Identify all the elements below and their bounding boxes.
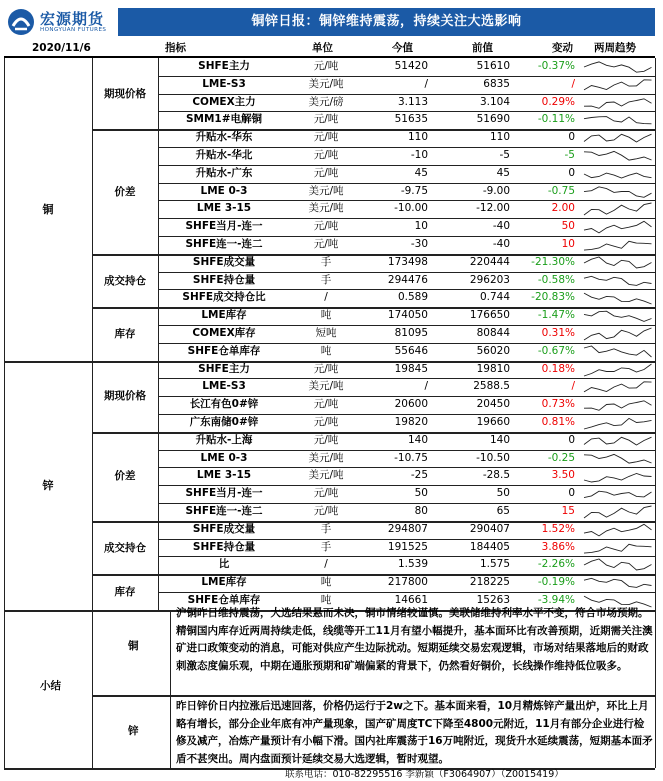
copper-row-today: 51635 xyxy=(394,113,428,126)
summary-label: 小结 xyxy=(40,680,61,692)
copper-row-today: 173498 xyxy=(387,255,428,268)
zinc-row-prev: 20450 xyxy=(476,398,510,411)
zinc-row-item: 广东南储0#锌 xyxy=(189,416,259,428)
trend-sparkline xyxy=(582,256,654,270)
zinc-row-unit: 美元/吨 xyxy=(308,469,344,482)
zinc-row-unit: 吨 xyxy=(320,576,332,589)
copper-row-item: 升贴水-华东 xyxy=(195,131,253,144)
summary-divider xyxy=(92,695,655,697)
zinc-row-today: 217800 xyxy=(387,576,428,589)
copper-row-today: 55646 xyxy=(394,344,428,357)
zinc-row-prev: 1.575 xyxy=(479,558,510,571)
copper-row-today: 81095 xyxy=(394,327,428,339)
trend-sparkline xyxy=(582,78,654,92)
zinc-row-today: 20600 xyxy=(394,398,428,411)
zinc-row-prev: -28.5 xyxy=(482,469,510,482)
copper-group-label: 库存 xyxy=(114,327,136,340)
zinc-row-item: LME 3-15 xyxy=(196,469,252,482)
col-line xyxy=(158,361,159,610)
trend-sparkline xyxy=(582,416,654,430)
zinc-row-item: LME-S3 xyxy=(202,380,246,393)
copper-row-unit: 元/吨 xyxy=(313,113,339,126)
row-divider xyxy=(158,165,655,166)
zinc-row-change: 0 xyxy=(568,487,575,500)
copper-group-label: 价差 xyxy=(114,185,136,198)
copper-row-change: -21.30% xyxy=(531,255,575,268)
copper-row-unit: 元/吨 xyxy=(313,220,339,233)
row-divider xyxy=(158,343,655,344)
copper-row-prev: -40 xyxy=(492,220,510,233)
copper-row-change: 0.31% xyxy=(541,327,575,339)
copper-row-change: 0 xyxy=(568,131,575,144)
copper-row-change: -20.83% xyxy=(531,291,575,304)
copper-row-item: 升贴水-华北 xyxy=(195,149,253,161)
copper-row-prev: 45 xyxy=(496,166,510,179)
copper-row-prev: 176650 xyxy=(469,309,510,322)
copper-row-item: SHFE主力 xyxy=(198,60,250,72)
zinc-row-today: -10.75 xyxy=(394,451,428,464)
copper-row-today: 174050 xyxy=(387,309,428,322)
zinc-row-unit: 元/吨 xyxy=(313,505,339,517)
zinc-group-label: 价差 xyxy=(114,470,136,483)
row-divider xyxy=(158,200,655,201)
copper-row-unit: 元/吨 xyxy=(313,149,339,161)
copper-row-item: LME 0-3 xyxy=(200,184,248,197)
copper-row-unit: 元/吨 xyxy=(313,166,339,179)
summary-copper-text: 沪铜昨日维持震荡，大选结果悬而未决，铜市情绪较谨慎。美联储维持利率水平不变，符合市场预期。精铜国内库存近两周持续走低，线缆等开工11月有望小幅提升，基本面环比有改善预期，近期需关注澳矿进口政策变动的消息，可能对供应产生边际扰动。短期延续交易宏观逻辑，市场对结果落地后的财政刺激态度偏乐观，中期在通胀预期和矿端偏紧的背景下，仍然看好铜价，长线操作维持低位吸多。 xyxy=(176,607,653,672)
copper-row-today: 45 xyxy=(414,166,428,179)
trend-sparkline xyxy=(582,291,654,305)
zinc-row-change: 0 xyxy=(568,433,575,446)
copper-row-prev: 51690 xyxy=(476,113,510,126)
logo-text: 宏源期货 xyxy=(40,10,105,28)
col-prev: 前值 xyxy=(472,42,493,54)
zinc-row-change: 3.50 xyxy=(551,469,575,482)
zinc-row-unit: 吨 xyxy=(320,594,332,606)
copper-row-unit: 美元/磅 xyxy=(308,95,344,108)
zinc-row-unit: 元/吨 xyxy=(313,398,339,411)
col-change: 变动 xyxy=(552,42,573,54)
copper-row-prev: 220444 xyxy=(469,255,510,268)
footer-contact: 联系电话：010-82295516 李新颖（F3064907）（Z0015419） xyxy=(285,769,564,780)
trend-sparkline xyxy=(582,113,654,127)
copper-section-label: 铜 xyxy=(42,203,54,217)
zinc-row-change: -3.94% xyxy=(537,594,575,606)
zinc-row-item: SHFE连一-连二 xyxy=(185,505,263,517)
copper-row-today: 0.589 xyxy=(397,291,428,304)
copper-row-item: SHFE成交量 xyxy=(192,255,256,268)
zinc-row-prev: 218225 xyxy=(469,576,510,589)
zinc-row-change: 3.86% xyxy=(541,540,575,553)
copper-row-item: 升贴水-广东 xyxy=(195,166,253,179)
zinc-row-unit: 元/吨 xyxy=(313,362,339,375)
zinc-row-today: 191525 xyxy=(387,540,428,553)
trend-sparkline xyxy=(582,220,654,234)
zinc-row-item: SHFE主力 xyxy=(198,362,250,375)
copper-row-item: SMM1#电解铜 xyxy=(185,113,263,126)
copper-row-today: 110 xyxy=(407,131,428,144)
trend-sparkline xyxy=(582,434,654,448)
zinc-row-change: 0.73% xyxy=(541,398,575,411)
copper-row-item: SHFE持仓量 xyxy=(192,273,256,286)
copper-row-change: 2.00 xyxy=(551,202,575,215)
col-line xyxy=(92,610,93,768)
copper-row-today: 3.113 xyxy=(397,95,428,108)
zinc-row-unit: 元/吨 xyxy=(313,416,339,428)
zinc-row-prev: 19810 xyxy=(476,362,510,375)
copper-row-unit: 美元/吨 xyxy=(308,202,344,215)
zinc-row-item: SHFE持仓量 xyxy=(192,540,256,553)
copper-row-item: SHFE当月-连一 xyxy=(185,220,263,233)
zinc-group-label: 期现价格 xyxy=(104,390,146,403)
row-divider xyxy=(158,325,655,326)
copper-row-prev: 51610 xyxy=(476,60,510,72)
copper-row-change: 50 xyxy=(561,220,575,233)
copper-row-change: -1.47% xyxy=(537,309,575,322)
row-divider xyxy=(158,556,655,557)
zinc-row-item: SHFE仓单库存 xyxy=(187,594,261,606)
zinc-row-prev: 290407 xyxy=(469,522,510,535)
zinc-row-prev: 50 xyxy=(496,487,510,500)
zinc-row-change: / xyxy=(571,380,575,393)
copper-row-item: SHFE连一-连二 xyxy=(185,238,263,250)
zinc-row-today: 19820 xyxy=(394,416,428,428)
copper-row-change: -0.37% xyxy=(537,60,575,72)
zinc-row-item: 长江有色0#锌 xyxy=(189,398,259,411)
copper-row-unit: 美元/吨 xyxy=(308,184,344,197)
copper-row-prev: 80844 xyxy=(476,327,510,339)
copper-row-item: LME 3-15 xyxy=(196,202,252,215)
row-divider xyxy=(158,236,655,237)
copper-row-unit: 短吨 xyxy=(315,327,337,339)
copper-row-change: 10 xyxy=(561,238,575,250)
trend-sparkline xyxy=(582,185,654,199)
zinc-row-today: 294807 xyxy=(387,522,428,535)
trend-sparkline xyxy=(582,505,654,519)
trend-sparkline xyxy=(582,380,654,394)
summary-zinc-text: 昨日锌价日内拉涨后迅速回落，价格仍运行于2w之下。基本面来看，10月精炼锌产量出炉，环比上月略有增长，部分企业年底有冲产量现象，国产矿周度TC下降至4800元附近，11月有部分企业进行检修及减产，冶炼产量预计有小幅下滑。国内社库震荡于16万吨附近，现货升水延续震荡，短期基本面矛盾不甚突出。周内盘面预计延续交易大选逻辑，暂时观望。 xyxy=(176,700,653,765)
copper-row-today: / xyxy=(424,77,428,90)
copper-row-unit: 吨 xyxy=(320,344,332,357)
zinc-row-change: 15 xyxy=(561,505,575,517)
copper-group-label: 期现价格 xyxy=(104,87,146,100)
row-divider xyxy=(158,414,655,415)
row-divider xyxy=(158,450,655,451)
copper-row-today: 10 xyxy=(414,220,428,233)
logo-emblem-icon xyxy=(6,7,36,37)
trend-sparkline xyxy=(582,60,654,74)
copper-row-unit: 吨 xyxy=(320,309,332,322)
zinc-row-item: SHFE当月-连一 xyxy=(185,487,263,500)
zinc-row-unit: 元/吨 xyxy=(313,487,339,500)
copper-row-item: LME-S3 xyxy=(202,77,246,90)
copper-row-today: -10 xyxy=(410,149,428,161)
trend-sparkline xyxy=(582,469,654,483)
zinc-row-unit: 手 xyxy=(320,522,332,535)
zinc-row-today: 140 xyxy=(407,433,428,446)
copper-row-today: 51420 xyxy=(394,60,428,72)
trend-sparkline xyxy=(582,363,654,377)
trend-sparkline xyxy=(582,309,654,323)
zinc-section-label: 锌 xyxy=(42,479,54,493)
trend-sparkline xyxy=(582,238,654,252)
row-divider xyxy=(158,378,655,379)
copper-row-change: -0.67% xyxy=(537,344,575,357)
copper-row-prev: 296203 xyxy=(469,273,510,286)
trend-sparkline xyxy=(582,167,654,181)
zinc-row-today: -25 xyxy=(410,469,428,482)
summary-zinc-label: 锌 xyxy=(128,725,139,737)
col-today: 今值 xyxy=(392,42,413,54)
row-divider xyxy=(158,76,655,77)
zinc-row-prev: 140 xyxy=(489,433,510,446)
row-divider xyxy=(158,183,655,184)
copper-row-prev: 110 xyxy=(489,131,510,144)
trend-sparkline xyxy=(582,558,654,572)
trend-sparkline xyxy=(582,487,654,501)
col-indicator: 指标 xyxy=(165,42,186,54)
col-line xyxy=(92,361,93,610)
col-line xyxy=(158,58,159,361)
zinc-group-label: 成交持仓 xyxy=(104,541,146,554)
copper-row-item: SHFE仓单库存 xyxy=(187,344,261,357)
col-unit: 单位 xyxy=(312,42,333,54)
row-divider xyxy=(158,592,655,593)
copper-row-unit: 元/吨 xyxy=(313,238,339,250)
row-divider xyxy=(158,503,655,504)
row-divider xyxy=(158,147,655,148)
copper-row-prev: 56020 xyxy=(476,344,510,357)
copper-row-prev: 0.744 xyxy=(479,291,510,304)
zinc-row-unit: 手 xyxy=(320,540,332,553)
copper-row-prev: -5 xyxy=(499,149,510,161)
zinc-row-prev: 19660 xyxy=(476,416,510,428)
row-divider xyxy=(158,539,655,540)
outer-right xyxy=(655,58,656,768)
copper-row-prev: -9.00 xyxy=(482,184,510,197)
trend-sparkline xyxy=(582,576,654,590)
col-line xyxy=(92,58,93,361)
copper-row-change: -5 xyxy=(564,149,575,161)
report-date: 2020/11/6 xyxy=(32,42,91,54)
zinc-row-today: 14661 xyxy=(394,594,428,606)
copper-row-unit: 手 xyxy=(320,273,332,286)
copper-row-change: -0.75 xyxy=(547,184,575,197)
copper-row-change: -0.58% xyxy=(537,273,575,286)
trend-sparkline xyxy=(582,523,654,537)
copper-row-unit: 美元/吨 xyxy=(308,77,344,90)
copper-row-prev: 6835 xyxy=(483,77,510,90)
summary-copper-label: 铜 xyxy=(128,640,139,652)
trend-sparkline xyxy=(582,149,654,163)
row-divider xyxy=(158,467,655,468)
zinc-group-label: 库存 xyxy=(114,586,136,598)
zinc-row-today: 1.539 xyxy=(397,558,428,571)
copper-row-prev: -40 xyxy=(492,238,510,250)
zinc-row-today: 50 xyxy=(414,487,428,500)
zinc-row-unit: / xyxy=(324,558,328,571)
zinc-row-prev: 65 xyxy=(496,505,510,517)
zinc-row-change: 0.18% xyxy=(541,362,575,375)
zinc-row-item: 比 xyxy=(218,558,230,571)
trend-sparkline xyxy=(582,345,654,359)
zinc-row-prev: -10.50 xyxy=(476,451,510,464)
copper-row-prev: -12.00 xyxy=(476,202,510,215)
trend-sparkline xyxy=(582,327,654,341)
trend-sparkline xyxy=(582,452,654,466)
zinc-row-item: SHFE成交量 xyxy=(192,522,256,535)
zinc-row-today: 19845 xyxy=(394,362,428,375)
copper-row-item: LME库存 xyxy=(201,309,247,322)
copper-row-today: -9.75 xyxy=(400,184,428,197)
outer-left xyxy=(4,58,5,768)
trend-sparkline xyxy=(582,96,654,110)
copper-row-prev: 3.104 xyxy=(479,95,510,108)
col-line xyxy=(170,610,171,768)
zinc-row-item: LME 0-3 xyxy=(200,451,248,464)
trend-sparkline xyxy=(582,202,654,216)
zinc-row-item: LME库存 xyxy=(201,576,247,589)
copper-row-unit: 手 xyxy=(320,255,332,268)
trend-sparkline xyxy=(582,131,654,145)
copper-row-unit: 元/吨 xyxy=(313,60,339,72)
copper-row-change: -0.11% xyxy=(537,113,575,126)
zinc-row-change: -0.19% xyxy=(537,576,575,589)
report-title: 铜锌日报：铜锌维持震荡，持续关注大选影响 xyxy=(251,14,522,29)
zinc-row-prev: 15263 xyxy=(476,594,510,606)
zinc-row-unit: 美元/吨 xyxy=(308,380,344,393)
copper-row-change: / xyxy=(571,77,575,90)
trend-sparkline xyxy=(582,398,654,412)
trend-sparkline xyxy=(582,541,654,555)
zinc-row-prev: 184405 xyxy=(469,540,510,553)
copper-group-label: 成交持仓 xyxy=(104,274,146,287)
copper-row-item: SHFE成交持仓比 xyxy=(182,291,266,304)
zinc-row-unit: 元/吨 xyxy=(313,433,339,446)
col-trend: 两周趋势 xyxy=(594,42,636,54)
copper-row-change: 0.29% xyxy=(541,95,575,108)
zinc-row-change: 1.52% xyxy=(541,522,575,535)
zinc-row-change: 0.81% xyxy=(541,416,575,428)
zinc-row-today: 80 xyxy=(414,505,428,517)
row-divider xyxy=(158,272,655,273)
copper-row-unit: 元/吨 xyxy=(313,131,339,144)
copper-row-today: -10.00 xyxy=(394,202,428,215)
zinc-row-change: -2.26% xyxy=(537,558,575,571)
trend-sparkline xyxy=(582,274,654,288)
copper-row-today: -30 xyxy=(410,238,428,250)
zinc-row-today: / xyxy=(424,380,428,393)
logo-subtext: HONGYUAN FUTURES xyxy=(40,27,107,33)
copper-row-item: COMEX主力 xyxy=(192,95,256,108)
copper-row-today: 294476 xyxy=(387,273,428,286)
zinc-row-change: -0.25 xyxy=(547,451,575,464)
row-divider xyxy=(158,94,655,95)
company-logo xyxy=(4,6,112,38)
zinc-row-item: 升贴水-上海 xyxy=(195,433,253,446)
copper-row-unit: / xyxy=(324,291,328,304)
zinc-row-unit: 美元/吨 xyxy=(308,451,344,464)
copper-row-change: 0 xyxy=(568,166,575,179)
copper-row-item: COMEX库存 xyxy=(192,327,256,339)
zinc-row-prev: 2588.5 xyxy=(473,380,510,393)
